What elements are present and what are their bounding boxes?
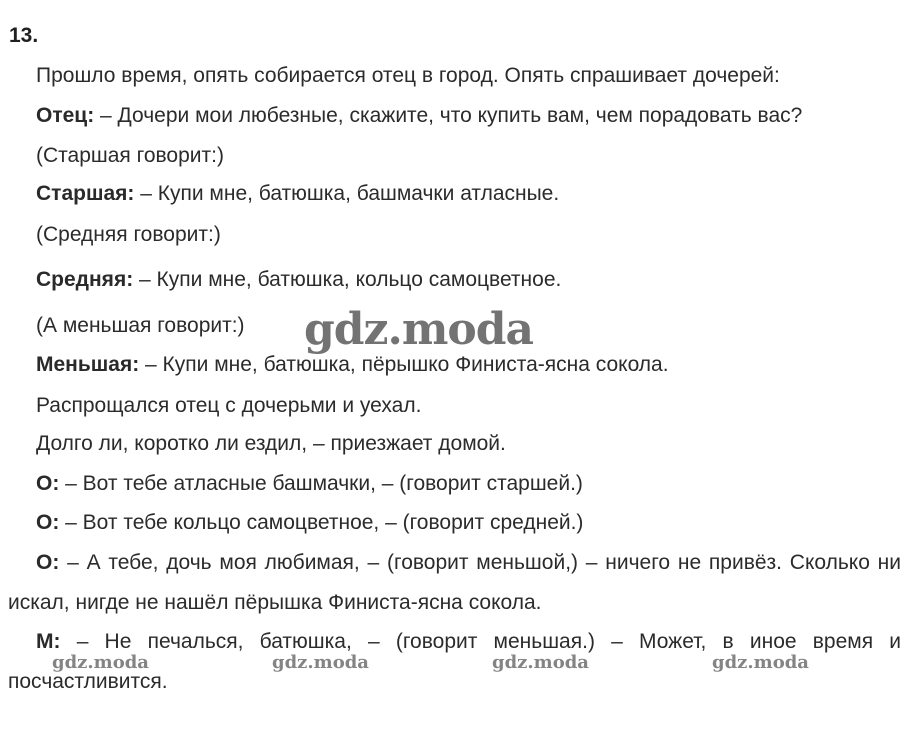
text-line	[36, 393, 421, 419]
text-line	[36, 222, 221, 248]
speaker-label: Старшая:	[36, 182, 135, 205]
watermark-small: gdz.moda	[272, 652, 369, 673]
line-text: – Вот тебе атласные башмачки, – (говорит старшей.)	[59, 472, 583, 495]
line-text: – Вот тебе кольцо самоцветное, – (говорит средней.)	[59, 511, 584, 534]
watermark-small: gdz.moda	[492, 652, 589, 673]
text-line	[36, 352, 669, 378]
text-line	[36, 63, 780, 89]
text-paragraph	[8, 622, 901, 702]
speaker-label: М:	[36, 630, 61, 653]
line-text: (А меньшая говорит:)	[36, 314, 245, 337]
watermark-small: gdz.moda	[52, 652, 149, 673]
watermark-small: gdz.moda	[712, 652, 809, 673]
text-line	[36, 103, 802, 129]
line-text: (Средняя говорит:)	[36, 223, 221, 246]
paragraph-text: – Не печалься, батюшка, – (говорит меньшая.) – Может, в иное время и посчастливится.	[8, 630, 901, 693]
text-line	[36, 267, 561, 293]
line-text: – Купи мне, батюшка, кольцо самоцветное.	[133, 268, 562, 291]
text-paragraph	[8, 543, 901, 623]
speaker-label: О:	[36, 551, 60, 574]
text-line	[36, 181, 559, 207]
speaker-label: О:	[36, 511, 60, 534]
line-text: – Купи мне, батюшка, башмачки атласные.	[134, 182, 560, 205]
paragraph-text: – А тебе, дочь моя любимая, – (говорит меньшой,) – ничего не привёз. Сколько ни искал, нигде не нашёл пёрышка Финиста-ясна сокола.	[8, 551, 901, 614]
text-line	[36, 313, 245, 339]
text-line	[36, 510, 583, 536]
line-text: Долго ли, коротко ли ездил, – приезжает домой.	[36, 432, 506, 455]
line-text: – Дочери мои любезные, скажите, что купить вам, чем порадовать вас?	[94, 104, 803, 127]
line-text: Прошло время, опять собирается отец в город. Опять спрашивает дочерей:	[36, 64, 780, 87]
line-text: (Старшая говорит:)	[36, 144, 224, 167]
text-line	[36, 471, 583, 497]
speaker-label: О:	[36, 472, 60, 495]
speaker-label: Средняя:	[36, 268, 134, 291]
line-text: – Купи мне, батюшка, пёрышко Финиста-ясна сокола.	[139, 353, 669, 376]
speaker-label: Меньшая:	[36, 353, 140, 376]
task-number: 13.	[9, 24, 39, 47]
line-text: Распрощался отец с дочерьми и уехал.	[36, 394, 422, 417]
text-line	[36, 143, 224, 169]
text-line	[36, 431, 506, 457]
watermark-logo: gdz.moda	[304, 304, 534, 355]
speaker-label: Отец:	[36, 104, 95, 127]
